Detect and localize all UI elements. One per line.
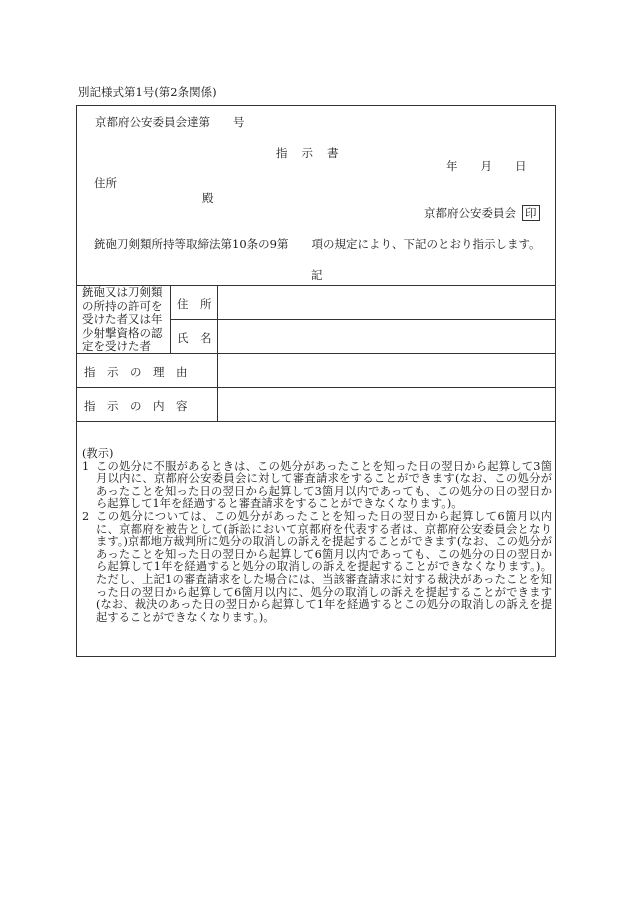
issuer-name: 京都府公安委員会 (424, 206, 516, 220)
issue-date: 年 月 日 (446, 159, 527, 173)
notice-item-text: この処分については、この処分があったことを知った日の翌日から起算して6箇月以内に、京都府を被告として(訴訟において京都府を代表する者は、京都府公安委員会となります。)京都地方裁判所に処分の取消しの訴えを提起することができます(なお、この処分があったことを知った日の翌日から起算して6箇月以内であっても、この処分の日の翌日から起算して1年を経過すると処分の取消しの訴えを提起することができなくなります。)。ただし、上記1の審査請求をした場合には、当該審査請求に対する裁決があったことを知った日の翌日から起算して6箇月以内に、処分の取消しの訴えを提起することができます(なお、裁決のあった日の翌日から起算して1年を経過するとこの処分の取消しの訴えを提起することができなくなります。)。 (96, 509, 552, 624)
table-bottom-rule (76, 421, 556, 422)
seal-mark: 印 (522, 205, 540, 221)
body-text: 銃砲刀剣類所持等取締法第10条の9第 項の規定により、下記のとおり指示します。 (94, 237, 541, 251)
table-vrule-1 (170, 285, 171, 353)
recipient-address-label: 住所 (94, 176, 117, 190)
table-inner-rule (170, 319, 556, 320)
holder-label: 銃砲又は刀剣類の所持の許可を受けた者又は年少射撃資格の認定を受けた者 (82, 285, 163, 354)
notice-item-text: この処分に不服があるときは、この処分があったことを知った日の翌日から起算して3箇月以内に、京都府公安委員会に対して審査請求をすることができます(なお、この処分があったことを知った日の翌日から起算して3箇月以内であっても、この処分の日の翌日から起算して1年を経過すると審査請求をすることができなくなります。)。 (96, 459, 552, 511)
reason-label: 指 示 の 理 由 (84, 365, 188, 379)
form-number-label: 別記様式第1号(第2条関係) (78, 85, 217, 99)
honorific: 殿 (202, 191, 214, 205)
notice-item-number: 2 (82, 509, 90, 523)
address-label: 住 所 (177, 297, 212, 311)
name-label: 氏 名 (177, 331, 212, 345)
ki-label: 記 (311, 268, 323, 282)
issuer-block (424, 205, 540, 221)
notice-item-number: 1 (82, 459, 90, 473)
notice-item (82, 461, 552, 511)
notice-item (82, 511, 552, 624)
table-vrule-2 (217, 285, 218, 421)
content-label: 指 示 の 内 容 (84, 399, 188, 413)
notice-section (82, 448, 552, 624)
table-rule-3 (76, 387, 556, 388)
document-number: 京都府公安委員会達第 号 (95, 115, 245, 129)
document-title: 指示書 (276, 146, 353, 160)
notice-heading: (教示) (82, 447, 114, 460)
